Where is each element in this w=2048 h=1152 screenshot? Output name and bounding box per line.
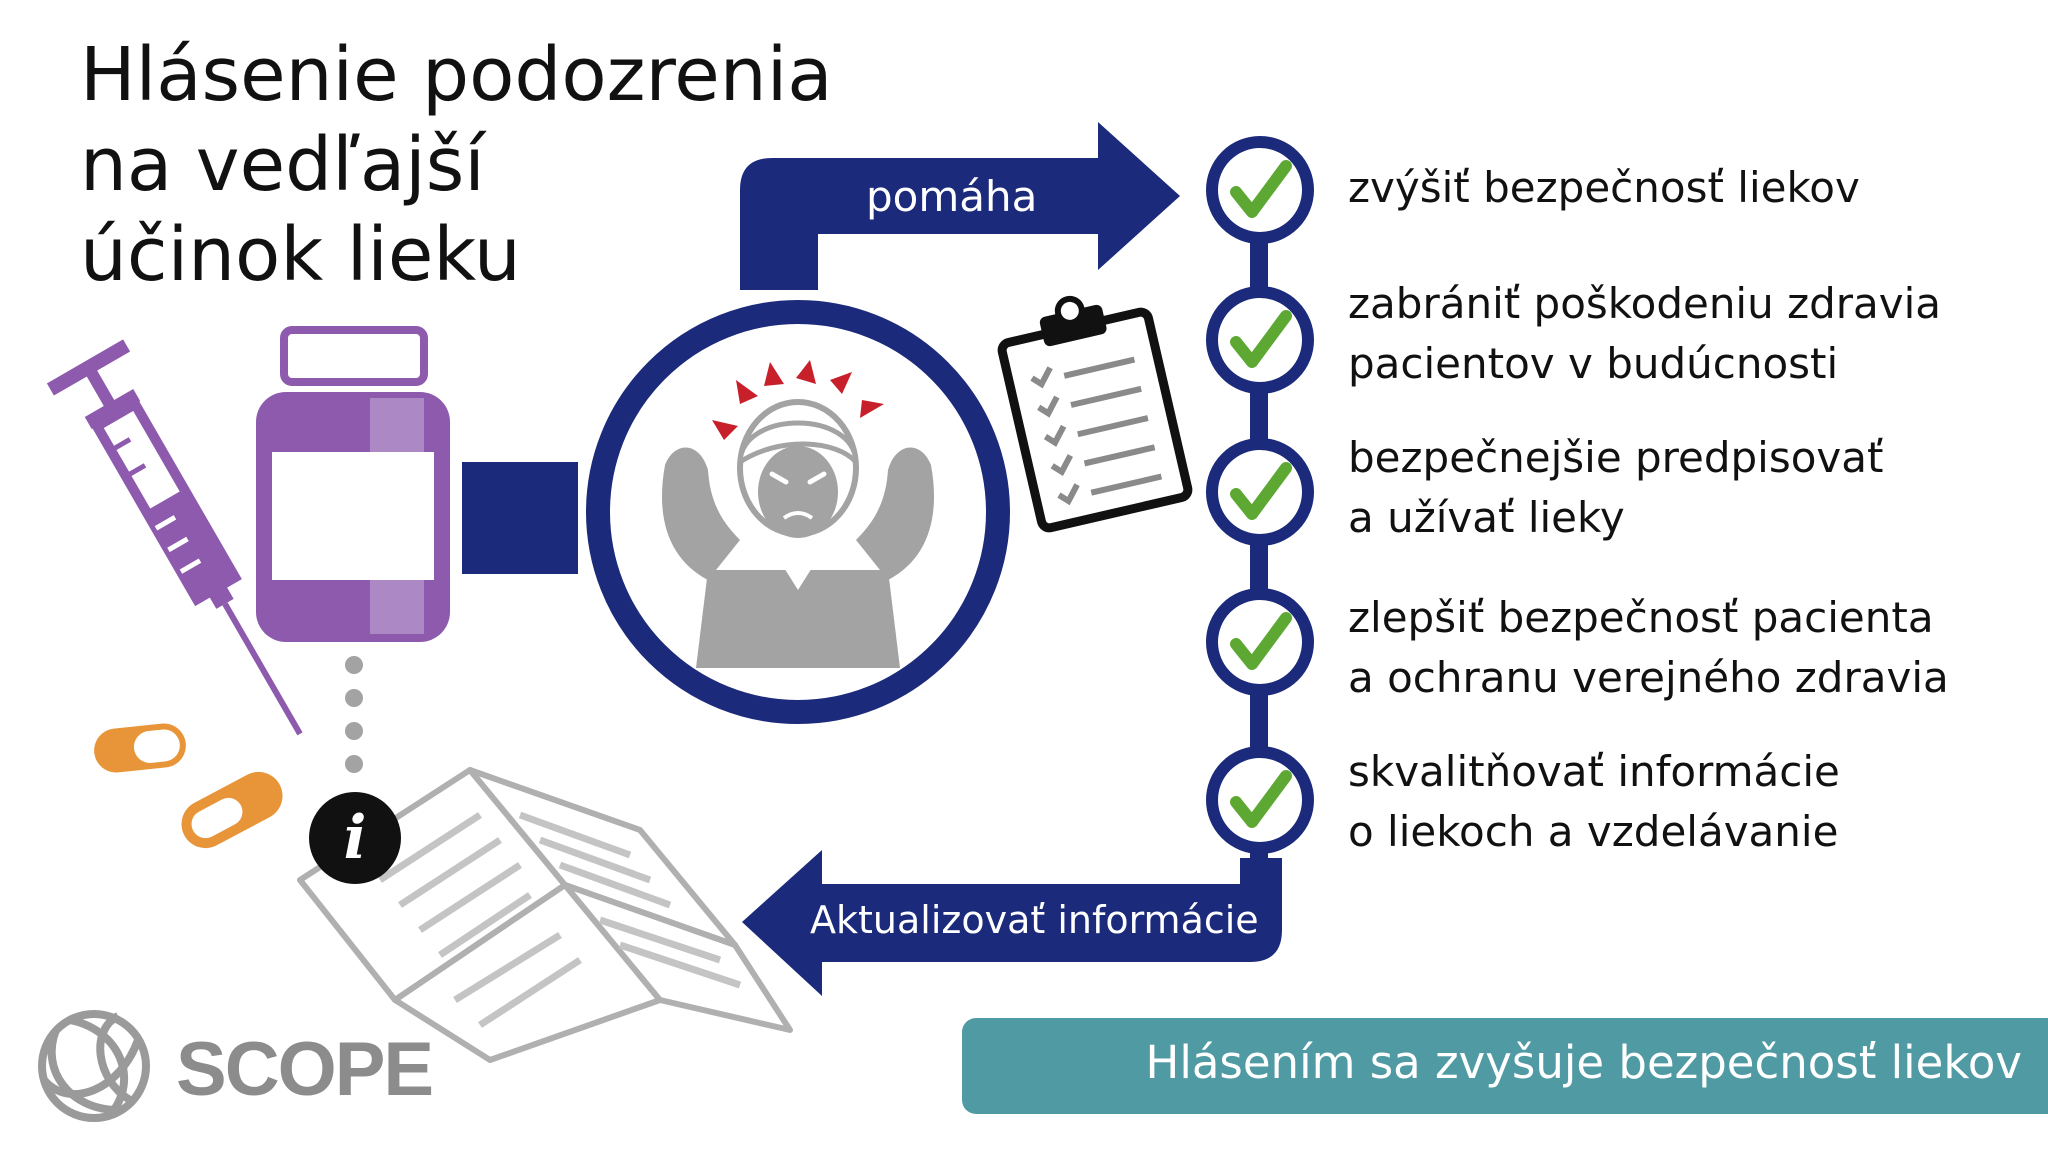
scope-logo-emblem <box>42 1014 146 1118</box>
medicine-bottle-icon <box>256 330 450 642</box>
title-line-1: Hlásenie podozrenia <box>80 32 833 118</box>
scope-logo-text: SCOPE <box>176 1027 433 1112</box>
benefit-item <box>1348 742 1840 862</box>
capsule-icon <box>92 721 188 774</box>
top-arrow-label: pomáha <box>866 172 1038 221</box>
check-icon <box>1212 142 1308 238</box>
capsule-icon <box>173 763 291 856</box>
benefit-item <box>1348 588 1949 708</box>
benefit-line: a ochranu verejného zdravia <box>1348 653 1949 702</box>
bottom-arrow-label: Aktualizovať informácie <box>810 898 1259 942</box>
check-icon <box>1212 594 1308 690</box>
footer-banner <box>962 1018 2048 1114</box>
dotted-connector <box>345 656 363 773</box>
benefit-line: zvýšiť bezpečnosť liekov <box>1348 163 1860 212</box>
benefit-line: a užívať lieky <box>1348 493 1625 542</box>
check-icon <box>1212 752 1308 848</box>
benefit-line: skvalitňovať informácie <box>1348 747 1840 796</box>
check-icon <box>1212 292 1308 388</box>
check-icon <box>1212 444 1308 540</box>
benefit-item <box>1348 158 1860 218</box>
title-line-3: účinok lieku <box>80 212 521 298</box>
benefit-line: o liekoch a vzdelávanie <box>1348 807 1839 856</box>
info-badge-letter: i <box>343 803 367 873</box>
benefit-item <box>1348 274 1941 394</box>
clipboard-icon <box>994 282 1189 529</box>
benefit-line: zabrániť poškodeniu zdravia <box>1348 279 1942 328</box>
benefit-line: zlepšiť bezpečnosť pacienta <box>1348 593 1934 642</box>
connector-block <box>462 462 578 574</box>
benefit-line: pacientov v budúcnosti <box>1348 339 1839 388</box>
benefit-item <box>1348 428 1883 548</box>
benefit-line: bezpečnejšie predpisovať <box>1348 433 1884 482</box>
person-circle <box>598 312 998 712</box>
title-line-2: na vedľajší <box>80 122 485 208</box>
footer-banner-text: Hlásením sa zvyšuje bezpečnosť liekov <box>1145 1036 2022 1089</box>
